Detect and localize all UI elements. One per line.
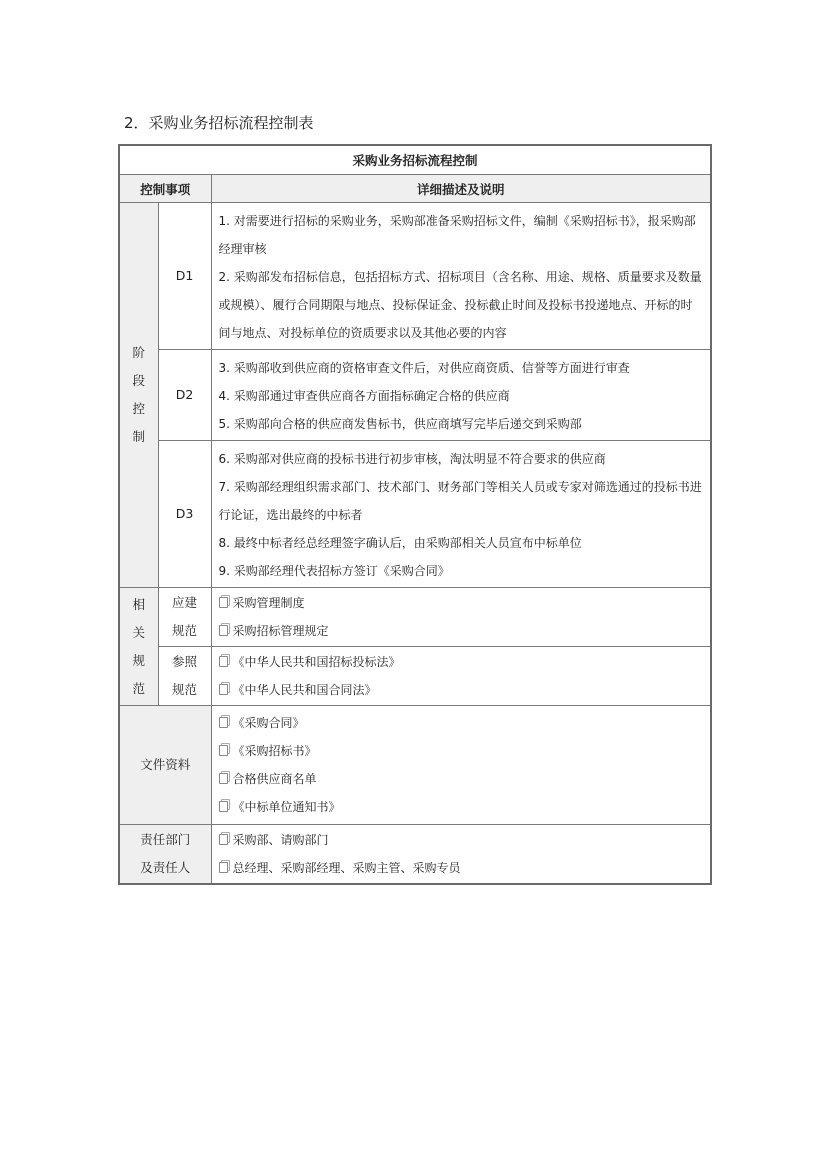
list-item: 《中华人民共和国招标投标法》 [219, 648, 704, 676]
regs-reference-list [211, 647, 711, 706]
procurement-bidding-control-table [118, 144, 712, 885]
list-item: 采购管理制度 [219, 589, 704, 617]
list-item: 7. 采购部经理组织需求部门、技术部门、财务部门等相关人员或专家对筛选通过的投标书进行论证，选出最终的中标者 [218, 480, 702, 522]
documents-label: 文件资料 [119, 706, 211, 825]
document-icon [219, 801, 228, 812]
responsible-label: 责任部门 及责任人 [119, 825, 211, 885]
section-heading: 2．采购业务招标流程控制表 [124, 114, 314, 132]
list-item: 《中标单位通知书》 [219, 793, 704, 821]
document-icon [219, 625, 228, 636]
stage-d3-description [211, 441, 711, 588]
list-item: 8. 最终中标者经总经理签字确认后，由采购部相关人员宣布中标单位 [218, 536, 582, 550]
stage-d1-description [211, 203, 711, 350]
list-item: 9. 采购部经理代表招标方签订《采购合同》 [218, 564, 450, 578]
list-item: 《采购招标书》 [219, 737, 704, 765]
stage-code-d2: D2 [158, 350, 211, 441]
documents-list [211, 706, 711, 825]
document-icon [219, 717, 228, 728]
list-item: 《采购合同》 [219, 709, 704, 737]
document-icon [219, 862, 228, 873]
related-regulations-label: 相 关 规 范 [119, 588, 158, 706]
document-icon [219, 745, 228, 756]
stage-d2-description [211, 350, 711, 441]
responsible-list [211, 825, 711, 885]
header-detail-description: 详细描述及说明 [211, 175, 711, 203]
regs-to-build-label: 应建 规范 [158, 588, 211, 647]
stage-code-d1: D1 [158, 203, 211, 350]
list-item: 总经理、采购部经理、采购主管、采购专员 [219, 854, 704, 882]
regs-to-build-list [211, 588, 711, 647]
document-icon [219, 684, 228, 695]
list-item: 《中华人民共和国合同法》 [219, 676, 704, 704]
document-icon [219, 773, 228, 784]
list-item: 5. 采购部向合格的供应商发售标书，供应商填写完毕后递交到采购部 [218, 417, 582, 431]
list-item: 3. 采购部收到供应商的资格审查文件后，对供应商资质、信誉等方面进行审查 [218, 361, 630, 375]
list-item: 1. 对需要进行招标的采购业务，采购部准备采购招标文件，编制《采购招标书》，报采购部经理审核 [218, 214, 696, 256]
list-item: 采购部、请购部门 [219, 826, 704, 854]
table-title: 采购业务招标流程控制 [119, 145, 711, 175]
list-item: 采购招标管理规定 [219, 617, 704, 645]
stage-control-label: 阶 段 控 制 [119, 203, 158, 588]
list-item: 2. 采购部发布招标信息，包括招标方式、招标项目（含名称、用途、规格、质量要求及数量或规模）、履行合同期限与地点、投标保证金、投标截止时间及投标书投递地点、开标的时间与地点、对投标单位的资质要求以及其他必要的内容 [218, 270, 702, 340]
list-item: 4. 采购部通过审查供应商各方面指标确定合格的供应商 [218, 389, 510, 403]
stage-code-d3: D3 [158, 441, 211, 588]
document-icon [219, 656, 228, 667]
list-item: 合格供应商名单 [219, 765, 704, 793]
list-item: 6. 采购部对供应商的投标书进行初步审核，淘汰明显不符合要求的供应商 [218, 452, 606, 466]
header-control-items: 控制事项 [119, 175, 211, 203]
regs-reference-label: 参照 规范 [158, 647, 211, 706]
document-icon [219, 597, 228, 608]
document-icon [219, 834, 228, 845]
